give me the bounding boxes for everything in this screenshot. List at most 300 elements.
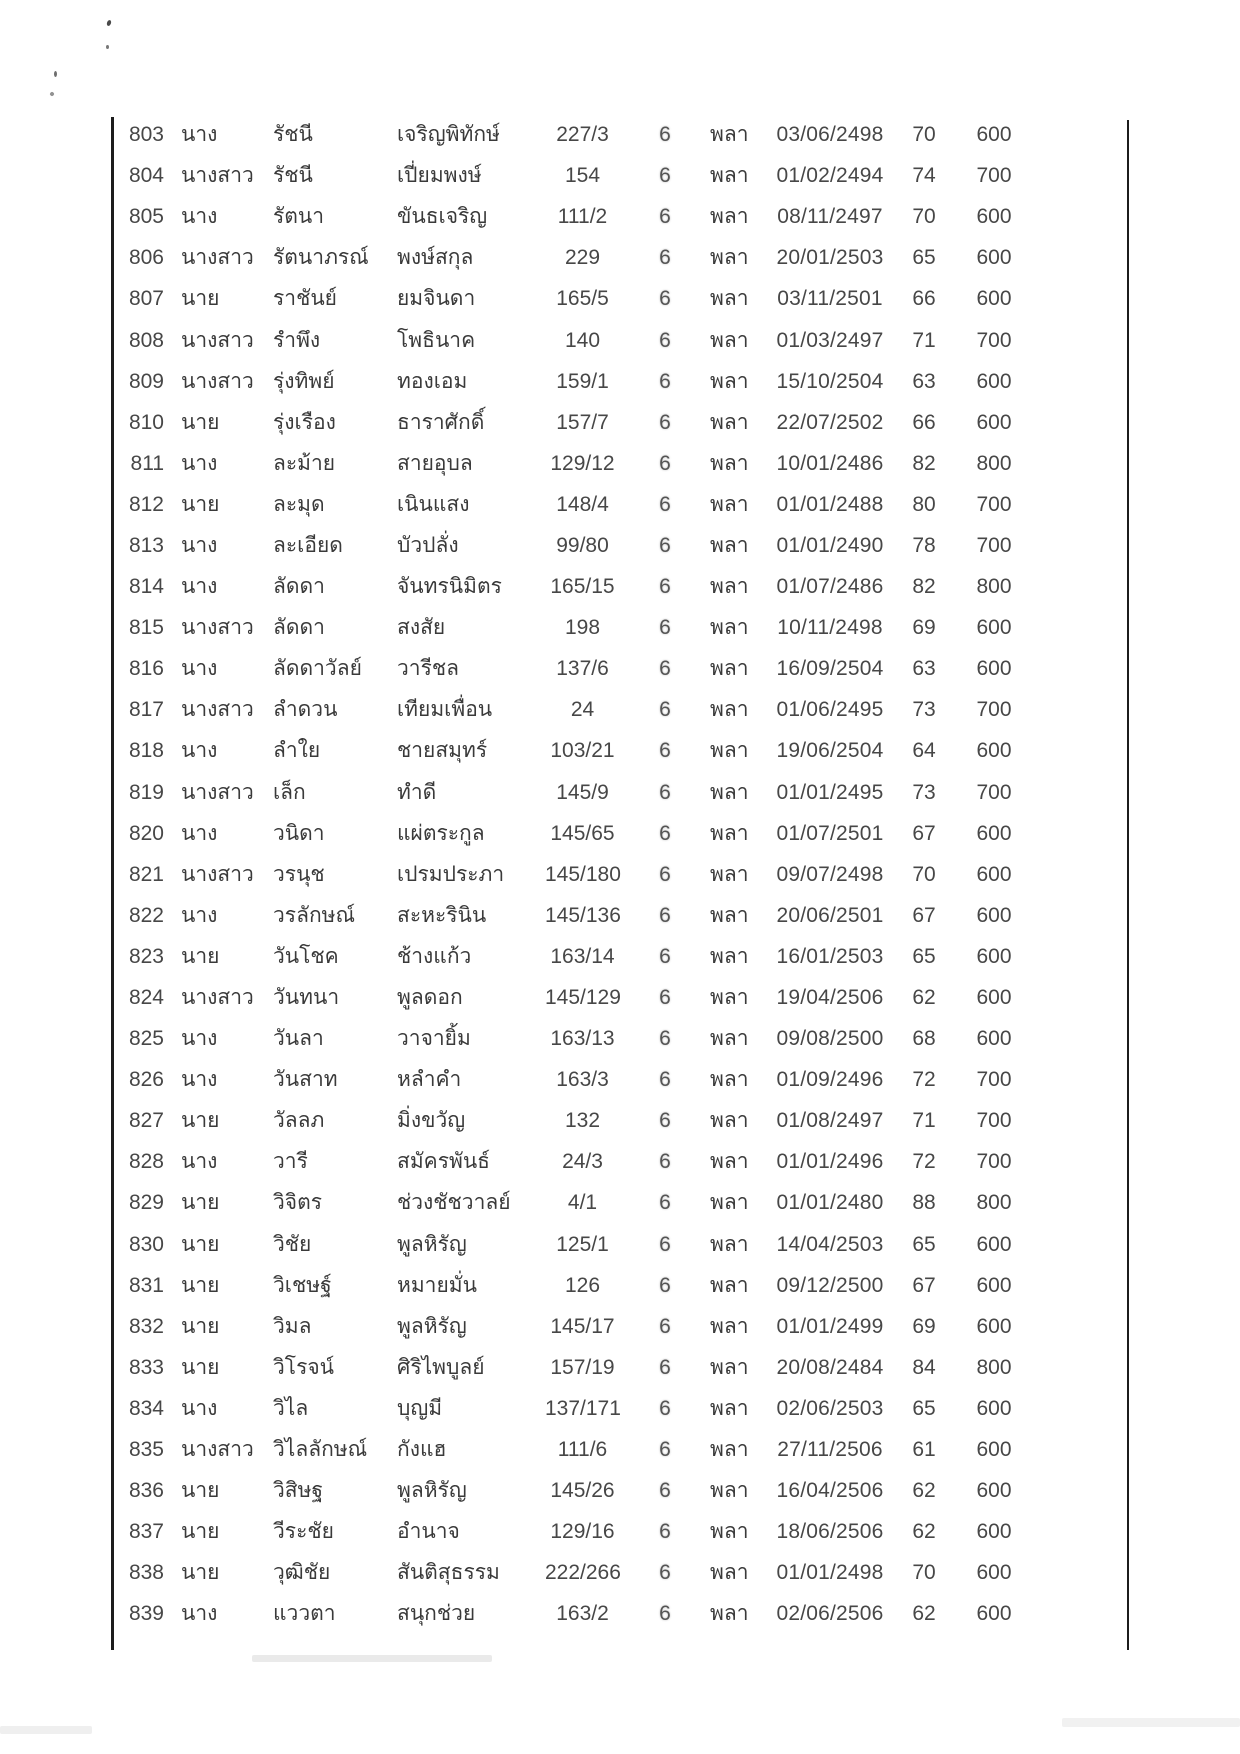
cell-title: นาย [181, 492, 220, 516]
cell-no: 819 [128, 780, 164, 804]
cell-village: พลา [710, 533, 749, 557]
cell-title: นาย [181, 1273, 220, 1297]
cell-amount: 700 [976, 780, 1012, 804]
cell-amount: 600 [976, 903, 1012, 927]
table-row [0, 813, 1025, 854]
cell-birth-date: 09/07/2498 [776, 862, 884, 886]
cell-age: 80 [912, 492, 936, 516]
scan-artifact [1062, 1718, 1240, 1727]
cell-no: 814 [128, 575, 164, 599]
table-row [0, 1141, 1025, 1182]
cell-moo: 6 [659, 1479, 671, 1503]
table-row [0, 895, 1025, 936]
cell-title: นาง [181, 451, 218, 475]
cell-amount: 600 [976, 616, 1012, 640]
cell-first-name: วันสาท [273, 1068, 338, 1092]
cell-village: พลา [710, 1561, 749, 1585]
table-row [0, 114, 1025, 155]
table-row [0, 566, 1025, 607]
cell-last-name: กังแฮ [397, 1438, 447, 1462]
cell-village: พลา [710, 246, 749, 270]
cell-last-name: พูลหิรัญ [397, 1314, 467, 1338]
cell-no: 807 [128, 287, 164, 311]
cell-birth-date: 18/06/2506 [776, 1520, 884, 1544]
cell-house-no: 159/1 [556, 369, 609, 393]
cell-no: 815 [128, 616, 164, 640]
cell-birth-date: 01/01/2488 [776, 492, 884, 516]
cell-title: นาง [181, 1396, 218, 1420]
cell-village: พลา [710, 1068, 749, 1092]
cell-first-name: รำพึง [273, 328, 321, 352]
cell-village: พลา [710, 1027, 749, 1051]
cell-age: 66 [912, 287, 936, 311]
cell-amount: 600 [976, 1027, 1012, 1051]
cell-birth-date: 01/09/2496 [776, 1068, 884, 1092]
cell-last-name: มิ่งขวัญ [397, 1109, 466, 1133]
cell-amount: 600 [976, 862, 1012, 886]
cell-moo: 6 [659, 1068, 671, 1092]
cell-moo: 6 [659, 205, 671, 229]
cell-last-name: เจริญพิทักษ์ [397, 123, 500, 147]
cell-last-name: จันทรนิมิตร [397, 575, 502, 599]
cell-amount: 600 [976, 1314, 1012, 1338]
cell-last-name: ยมจินดา [397, 287, 476, 311]
cell-house-no: 227/3 [556, 123, 609, 147]
cell-title: นาง [181, 903, 218, 927]
cell-amount: 600 [976, 205, 1012, 229]
cell-birth-date: 22/07/2502 [776, 410, 884, 434]
cell-amount: 700 [976, 1150, 1012, 1174]
cell-last-name: หมายมั่น [397, 1273, 477, 1297]
cell-birth-date: 01/06/2495 [776, 698, 884, 722]
cell-title: นาง [181, 533, 218, 557]
table-row [0, 1182, 1025, 1223]
cell-house-no: 145/9 [556, 780, 609, 804]
table-row [0, 1388, 1025, 1429]
cell-last-name: เทียมเพื่อน [397, 698, 493, 722]
cell-amount: 800 [976, 1355, 1012, 1379]
cell-moo: 6 [659, 698, 671, 722]
cell-no: 833 [128, 1355, 164, 1379]
cell-age: 82 [912, 451, 936, 475]
cell-title: นางสาว [181, 1438, 254, 1462]
cell-birth-date: 09/12/2500 [776, 1273, 884, 1297]
cell-first-name: วิจิตร [273, 1191, 323, 1215]
cell-age: 67 [912, 1273, 936, 1297]
cell-house-no: 157/19 [550, 1355, 615, 1379]
cell-moo: 6 [659, 1520, 671, 1544]
cell-moo: 6 [659, 780, 671, 804]
cell-birth-date: 10/01/2486 [776, 451, 884, 475]
cell-village: พลา [710, 1520, 749, 1544]
cell-village: พลา [710, 1355, 749, 1379]
cell-birth-date: 09/08/2500 [776, 1027, 884, 1051]
table-row [0, 1429, 1025, 1470]
cell-last-name: พูลดอก [397, 986, 463, 1010]
cell-birth-date: 16/09/2504 [776, 657, 884, 681]
cell-no: 835 [128, 1438, 164, 1462]
cell-moo: 6 [659, 1602, 671, 1626]
cell-birth-date: 19/06/2504 [776, 739, 884, 763]
cell-first-name: วิไลลักษณ์ [273, 1438, 368, 1462]
cell-last-name: ขันธเจริญ [397, 205, 488, 229]
cell-birth-date: 01/02/2494 [776, 164, 884, 188]
cell-first-name: ลัดดา [273, 575, 325, 599]
cell-house-no: 163/14 [550, 944, 615, 968]
cell-amount: 600 [976, 1438, 1012, 1462]
cell-birth-date: 01/03/2497 [776, 328, 884, 352]
cell-village: พลา [710, 1479, 749, 1503]
cell-village: พลา [710, 328, 749, 352]
cell-first-name: วารี [273, 1150, 308, 1174]
cell-amount: 600 [976, 1602, 1012, 1626]
cell-no: 834 [128, 1396, 164, 1420]
cell-amount: 600 [976, 410, 1012, 434]
cell-village: พลา [710, 1232, 749, 1256]
cell-birth-date: 01/01/2495 [776, 780, 884, 804]
cell-age: 70 [912, 123, 936, 147]
cell-title: นาง [181, 1602, 218, 1626]
cell-birth-date: 02/06/2503 [776, 1396, 884, 1420]
cell-last-name: โพธินาค [397, 328, 476, 352]
cell-moo: 6 [659, 1355, 671, 1379]
cell-village: พลา [710, 410, 749, 434]
cell-first-name: วุฒิชัย [273, 1561, 331, 1585]
cell-age: 82 [912, 575, 936, 599]
cell-age: 67 [912, 903, 936, 927]
cell-birth-date: 14/04/2503 [776, 1232, 884, 1256]
cell-last-name: พูลหิรัญ [397, 1479, 467, 1503]
table-row [0, 319, 1025, 360]
cell-moo: 6 [659, 821, 671, 845]
cell-age: 78 [912, 533, 936, 557]
cell-moo: 6 [659, 328, 671, 352]
cell-first-name: ละมุด [273, 492, 325, 516]
cell-house-no: 145/17 [550, 1314, 615, 1338]
cell-last-name: สงสัย [397, 616, 446, 640]
cell-no: 830 [128, 1232, 164, 1256]
cell-title: นาย [181, 410, 220, 434]
cell-last-name: สายอุบล [397, 451, 473, 475]
cell-moo: 6 [659, 657, 671, 681]
cell-house-no: 125/1 [556, 1232, 609, 1256]
cell-title: นาย [181, 1479, 220, 1503]
cell-title: นาย [181, 1191, 220, 1215]
table-row [0, 1511, 1025, 1552]
cell-last-name: พูลหิรัญ [397, 1232, 467, 1256]
cell-age: 65 [912, 1232, 936, 1256]
cell-amount: 600 [976, 1520, 1012, 1544]
cell-age: 70 [912, 1561, 936, 1585]
cell-house-no: 111/2 [557, 205, 608, 229]
table-row [0, 1347, 1025, 1388]
cell-moo: 6 [659, 986, 671, 1010]
cell-birth-date: 01/01/2480 [776, 1191, 884, 1215]
cell-last-name: หลำคำ [397, 1068, 462, 1092]
cell-village: พลา [710, 1273, 749, 1297]
cell-village: พลา [710, 492, 749, 516]
cell-title: นาย [181, 1109, 220, 1133]
cell-house-no: 140 [564, 328, 601, 352]
cell-amount: 800 [976, 575, 1012, 599]
cell-moo: 6 [659, 492, 671, 516]
table-row [0, 936, 1025, 977]
cell-moo: 6 [659, 369, 671, 393]
cell-first-name: วิสิษฐ [273, 1479, 324, 1503]
cell-title: นาย [181, 1232, 220, 1256]
cell-moo: 6 [659, 287, 671, 311]
cell-amount: 600 [976, 944, 1012, 968]
cell-last-name: บัวปลั่ง [397, 533, 459, 557]
cell-age: 63 [912, 369, 936, 393]
table-row [0, 607, 1025, 648]
cell-first-name: วรลักษณ์ [273, 903, 355, 927]
cell-house-no: 99/80 [556, 533, 609, 557]
cell-last-name: ธาราศักดิ์ [397, 410, 485, 434]
table-row [0, 1593, 1025, 1634]
cell-age: 64 [912, 739, 936, 763]
cell-title: นางสาว [181, 780, 254, 804]
cell-village: พลา [710, 1396, 749, 1420]
cell-moo: 6 [659, 410, 671, 434]
cell-last-name: สันติสุธรรม [397, 1561, 500, 1585]
cell-house-no: 229 [564, 246, 601, 270]
table-row [0, 525, 1025, 566]
cell-amount: 700 [976, 164, 1012, 188]
cell-age: 62 [912, 1602, 936, 1626]
cell-village: พลา [710, 1438, 749, 1462]
cell-first-name: วิไล [273, 1396, 309, 1420]
cell-no: 812 [128, 492, 164, 516]
cell-amount: 600 [976, 986, 1012, 1010]
cell-no: 828 [128, 1150, 164, 1174]
cell-birth-date: 01/08/2497 [776, 1109, 884, 1133]
table-row [0, 977, 1025, 1018]
cell-moo: 6 [659, 1109, 671, 1133]
cell-village: พลา [710, 164, 749, 188]
cell-moo: 6 [659, 1561, 671, 1585]
cell-house-no: 137/171 [545, 1396, 621, 1420]
cell-house-no: 148/4 [556, 492, 609, 516]
cell-age: 72 [912, 1068, 936, 1092]
cell-no: 831 [128, 1273, 164, 1297]
cell-amount: 600 [976, 821, 1012, 845]
cell-house-no: 24/3 [562, 1150, 603, 1174]
table-right-border [1127, 120, 1129, 1650]
table-row [0, 1552, 1025, 1593]
table-row [0, 648, 1025, 689]
cell-last-name: แผ่ตระกูล [397, 821, 485, 845]
cell-moo: 6 [659, 246, 671, 270]
cell-no: 838 [128, 1561, 164, 1585]
cell-title: นาง [181, 575, 218, 599]
cell-house-no: 4/1 [567, 1191, 598, 1215]
cell-amount: 600 [976, 369, 1012, 393]
cell-village: พลา [710, 944, 749, 968]
cell-birth-date: 19/04/2506 [776, 986, 884, 1010]
cell-no: 817 [128, 698, 164, 722]
cell-moo: 6 [659, 164, 671, 188]
cell-moo: 6 [659, 1396, 671, 1420]
cell-no: 821 [128, 862, 164, 886]
table-row [0, 155, 1025, 196]
cell-no: 810 [128, 410, 164, 434]
cell-amount: 600 [976, 123, 1012, 147]
cell-no: 822 [128, 903, 164, 927]
cell-amount: 600 [976, 657, 1012, 681]
cell-age: 62 [912, 1520, 936, 1544]
table-row [0, 1224, 1025, 1265]
cell-house-no: 222/266 [545, 1561, 621, 1585]
cell-first-name: รัตนาภรณ์ [273, 246, 369, 270]
cell-first-name: แววตา [273, 1602, 336, 1626]
table-row [0, 1100, 1025, 1141]
cell-house-no: 145/65 [550, 821, 615, 845]
cell-amount: 700 [976, 533, 1012, 557]
cell-age: 73 [912, 780, 936, 804]
cell-house-no: 111/6 [557, 1438, 608, 1462]
table-row [0, 1265, 1025, 1306]
cell-age: 69 [912, 1314, 936, 1338]
cell-moo: 6 [659, 123, 671, 147]
cell-first-name: รุ่งเรือง [273, 410, 336, 434]
cell-birth-date: 01/01/2498 [776, 1561, 884, 1585]
cell-village: พลา [710, 1150, 749, 1174]
cell-first-name: ละม้าย [273, 451, 336, 475]
cell-last-name: บุญมี [397, 1396, 443, 1420]
cell-first-name: วรนุช [273, 862, 325, 886]
cell-last-name: ช่วงชัชวาลย์ [397, 1191, 511, 1215]
cell-amount: 800 [976, 451, 1012, 475]
cell-title: นาง [181, 205, 218, 229]
cell-birth-date: 20/08/2484 [776, 1355, 884, 1379]
cell-title: นาง [181, 123, 218, 147]
cell-amount: 700 [976, 1109, 1012, 1133]
cell-first-name: ละเอียด [273, 533, 343, 557]
cell-amount: 700 [976, 698, 1012, 722]
cell-birth-date: 03/06/2498 [776, 123, 884, 147]
cell-last-name: สะหะรินิน [397, 903, 487, 927]
cell-house-no: 163/13 [550, 1027, 615, 1051]
cell-amount: 600 [976, 1232, 1012, 1256]
cell-moo: 6 [659, 944, 671, 968]
cell-amount: 600 [976, 739, 1012, 763]
cell-house-no: 145/136 [545, 903, 621, 927]
cell-village: พลา [710, 862, 749, 886]
cell-house-no: 165/15 [550, 575, 615, 599]
cell-first-name: วันลา [273, 1027, 324, 1051]
cell-birth-date: 08/11/2497 [777, 205, 883, 229]
ink-speck [54, 71, 57, 77]
cell-village: พลา [710, 903, 749, 927]
cell-title: นางสาว [181, 616, 254, 640]
cell-first-name: วันโชค [273, 944, 339, 968]
cell-first-name: ลำดวน [273, 698, 338, 722]
cell-moo: 6 [659, 1438, 671, 1462]
cell-moo: 6 [659, 575, 671, 599]
cell-birth-date: 20/06/2501 [776, 903, 884, 927]
cell-house-no: 163/2 [556, 1602, 609, 1626]
cell-village: พลา [710, 205, 749, 229]
cell-moo: 6 [659, 1273, 671, 1297]
cell-first-name: เล็ก [273, 780, 306, 804]
cell-first-name: รัชนี [273, 123, 313, 147]
cell-moo: 6 [659, 1027, 671, 1051]
cell-title: นาง [181, 1150, 218, 1174]
ink-speck [49, 91, 55, 97]
cell-village: พลา [710, 451, 749, 475]
cell-age: 65 [912, 246, 936, 270]
cell-birth-date: 02/06/2506 [776, 1602, 884, 1626]
cell-no: 808 [128, 328, 164, 352]
cell-house-no: 137/6 [556, 657, 609, 681]
cell-no: 825 [128, 1027, 164, 1051]
cell-amount: 600 [976, 246, 1012, 270]
cell-age: 74 [912, 164, 936, 188]
cell-title: นาย [181, 944, 220, 968]
cell-age: 84 [912, 1355, 936, 1379]
cell-birth-date: 01/01/2499 [776, 1314, 884, 1338]
cell-no: 816 [128, 657, 164, 681]
cell-first-name: วิชัย [273, 1232, 312, 1256]
table-row [0, 689, 1025, 730]
cell-first-name: วิโรจน์ [273, 1355, 335, 1379]
cell-age: 68 [912, 1027, 936, 1051]
cell-title: นาย [181, 1520, 220, 1544]
cell-no: 832 [128, 1314, 164, 1338]
cell-house-no: 129/16 [550, 1520, 615, 1544]
cell-moo: 6 [659, 1314, 671, 1338]
cell-no: 826 [128, 1068, 164, 1092]
cell-first-name: วนิดา [273, 821, 325, 845]
cell-last-name: สมัครพันธ์ [397, 1150, 491, 1174]
cell-house-no: 129/12 [550, 451, 615, 475]
cell-moo: 6 [659, 739, 671, 763]
cell-village: พลา [710, 739, 749, 763]
cell-last-name: สนุกช่วย [397, 1602, 476, 1626]
cell-village: พลา [710, 657, 749, 681]
cell-village: พลา [710, 698, 749, 722]
cell-last-name: ช้างแก้ว [397, 944, 472, 968]
cell-first-name: ลำใย [273, 739, 321, 763]
cell-title: นางสาว [181, 164, 254, 188]
cell-house-no: 145/180 [545, 862, 621, 886]
cell-amount: 600 [976, 1561, 1012, 1585]
cell-birth-date: 15/10/2504 [776, 369, 884, 393]
cell-age: 88 [912, 1191, 936, 1215]
cell-no: 811 [130, 451, 164, 475]
cell-house-no: 103/21 [550, 739, 615, 763]
cell-title: นางสาว [181, 862, 254, 886]
cell-moo: 6 [659, 533, 671, 557]
cell-moo: 6 [659, 1232, 671, 1256]
cell-no: 818 [128, 739, 164, 763]
table-row [0, 484, 1025, 525]
cell-birth-date: 01/07/2486 [776, 575, 884, 599]
cell-no: 839 [128, 1602, 164, 1626]
cell-title: นางสาว [181, 698, 254, 722]
cell-birth-date: 27/11/2506 [777, 1438, 883, 1462]
cell-first-name: รัชนี [273, 164, 313, 188]
cell-amount: 800 [976, 1191, 1012, 1215]
cell-amount: 700 [976, 1068, 1012, 1092]
cell-age: 66 [912, 410, 936, 434]
cell-last-name: ศิริไพบูลย์ [397, 1355, 485, 1379]
cell-title: นาง [181, 1027, 218, 1051]
cell-last-name: เนินแสง [397, 492, 470, 516]
cell-title: นาย [181, 1355, 220, 1379]
cell-house-no: 24 [570, 698, 595, 722]
